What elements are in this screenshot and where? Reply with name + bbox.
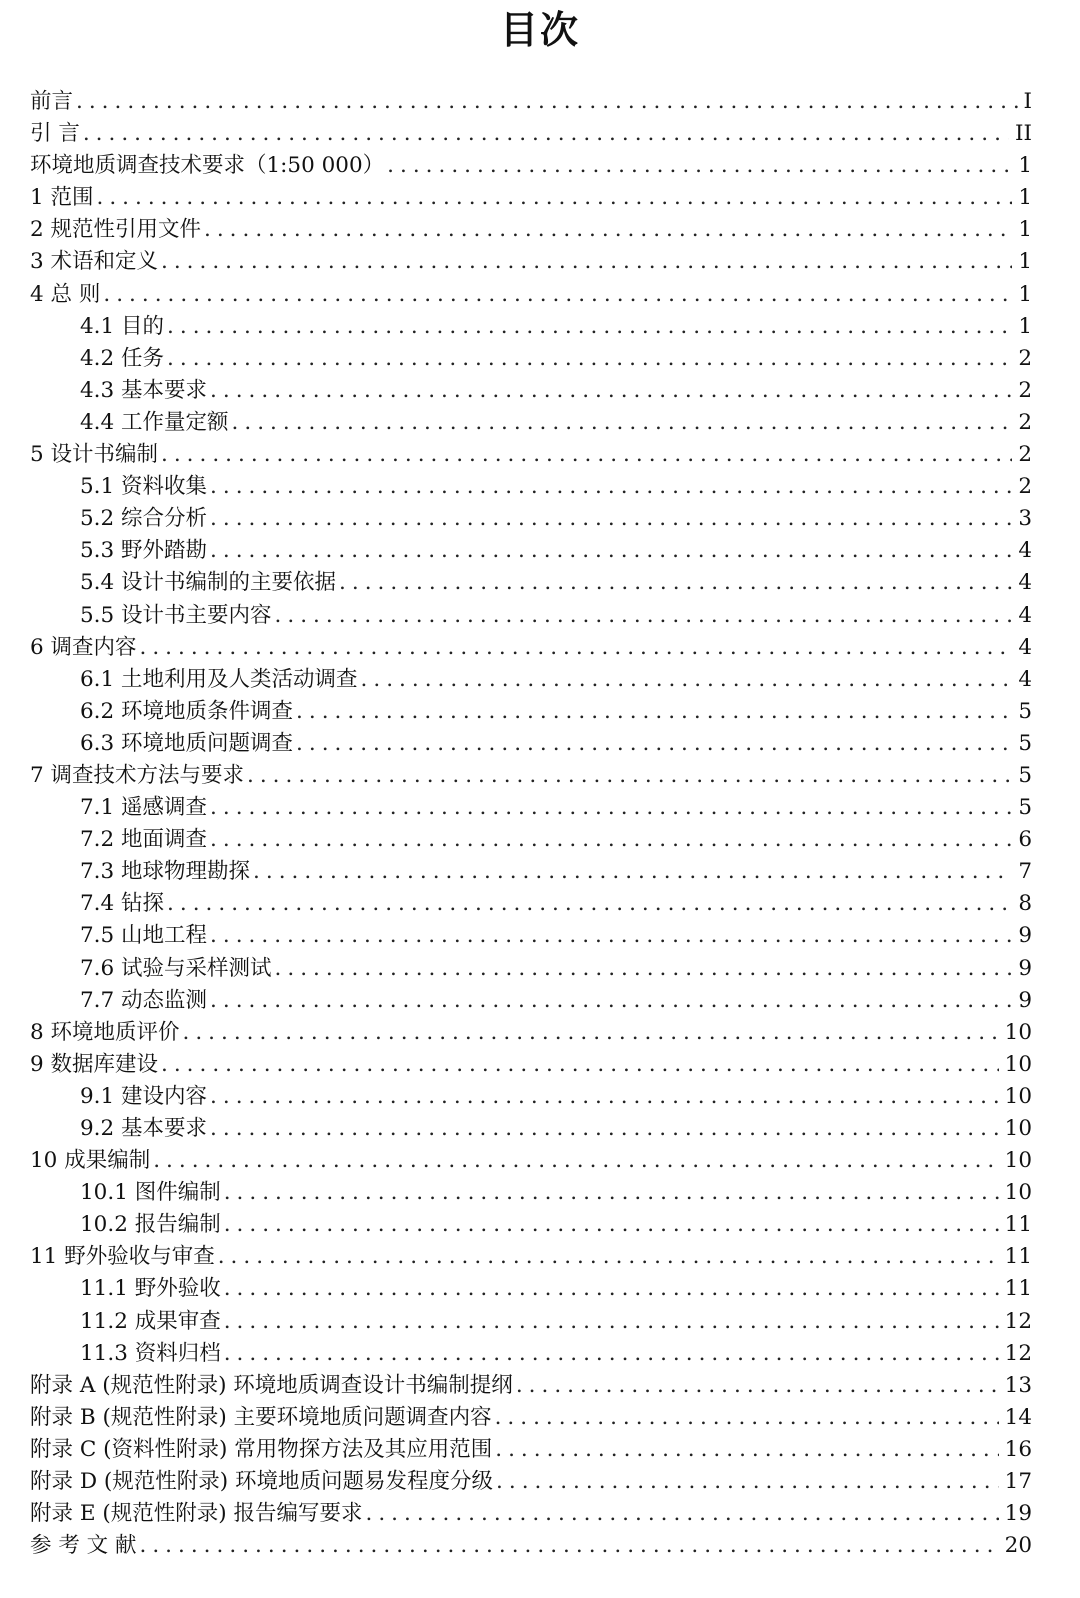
toc-entry[interactable] bbox=[30, 214, 1032, 246]
toc-entry-page-number: 5 bbox=[1018, 730, 1032, 756]
toc-entry-label: 5 设计书编制 bbox=[30, 442, 159, 468]
toc-entry[interactable] bbox=[30, 1338, 1032, 1370]
dot-leader bbox=[339, 567, 1012, 599]
toc-entry-page-number: 3 bbox=[1018, 506, 1032, 532]
toc-entry-page-number: 4 bbox=[1018, 538, 1032, 564]
toc-entry-page-number: 1 bbox=[1018, 249, 1032, 275]
dot-leader bbox=[210, 792, 1012, 824]
toc-entry[interactable] bbox=[30, 535, 1032, 567]
toc-entry[interactable] bbox=[30, 1049, 1032, 1081]
toc-entry-label: 9 数据库建设 bbox=[30, 1051, 159, 1077]
toc-entry-label: 7.4 钻探 bbox=[80, 891, 165, 917]
toc-entry[interactable] bbox=[30, 1370, 1032, 1402]
toc-entry[interactable] bbox=[30, 696, 1032, 728]
toc-entry-label: 附录 C (资料性附录) 常用物探方法及其应用范围 bbox=[30, 1436, 493, 1462]
toc-entry-label: 4.2 任务 bbox=[80, 345, 165, 371]
dot-leader bbox=[167, 311, 1012, 343]
dot-leader bbox=[167, 888, 1012, 920]
toc-entry[interactable] bbox=[30, 664, 1032, 696]
toc-entry-label: 参 考 文 献 bbox=[30, 1533, 137, 1559]
dot-leader bbox=[218, 1241, 999, 1273]
toc-entry-label: 10 成果编制 bbox=[30, 1148, 151, 1174]
dot-leader bbox=[365, 1498, 998, 1530]
toc-entry-label: 9.1 建设内容 bbox=[80, 1083, 208, 1109]
toc-entry[interactable] bbox=[30, 728, 1032, 760]
toc-entry-page-number: 5 bbox=[1018, 795, 1032, 821]
dot-leader bbox=[296, 728, 1012, 760]
toc-entry-label: 附录 A (规范性附录) 环境地质调查设计书编制提纲 bbox=[30, 1372, 513, 1398]
toc-entry[interactable] bbox=[30, 1498, 1032, 1530]
toc-entry[interactable] bbox=[30, 1145, 1032, 1177]
toc-entry[interactable] bbox=[30, 1177, 1032, 1209]
toc-entry-label: 7.5 山地工程 bbox=[80, 923, 208, 949]
toc-entry-label: 4 总 则 bbox=[30, 281, 101, 307]
dot-leader bbox=[210, 920, 1012, 952]
toc-entry-label: 附录 B (规范性附录) 主要环境地质问题调查内容 bbox=[30, 1404, 492, 1430]
toc-entry-page-number: 1 bbox=[1018, 281, 1032, 307]
toc-entry-page-number: 6 bbox=[1018, 827, 1032, 853]
toc-entry-label: 11 野外验收与审查 bbox=[30, 1244, 215, 1270]
toc-entry-page-number: 9 bbox=[1018, 923, 1032, 949]
dot-leader bbox=[153, 1145, 998, 1177]
dot-leader bbox=[83, 118, 1009, 150]
toc-entry-label: 6.2 环境地质条件调查 bbox=[80, 698, 294, 724]
toc-entry-label: 9.2 基本要求 bbox=[80, 1116, 208, 1141]
dot-leader bbox=[275, 953, 1013, 985]
toc-entry-page-number: 9 bbox=[1018, 955, 1032, 981]
toc-entry-label: 4.4 工作量定额 bbox=[80, 409, 229, 435]
toc-entry[interactable] bbox=[30, 279, 1032, 311]
toc-entry[interactable] bbox=[30, 150, 1032, 182]
toc-entry-page-number: 16 bbox=[1004, 1436, 1032, 1462]
toc-entry-label: 附录 D (规范性附录) 环境地质问题易发程度分级 bbox=[30, 1469, 494, 1495]
toc-entry-label: 引 言 bbox=[30, 121, 80, 147]
toc-entry-page-number: 2 bbox=[1018, 409, 1032, 435]
dot-leader bbox=[103, 279, 1012, 311]
toc-entry-page-number: 11 bbox=[1004, 1212, 1032, 1238]
toc-entry-label: 6.1 土地利用及人类活动调查 bbox=[80, 666, 358, 692]
dot-leader bbox=[224, 1306, 999, 1338]
toc-entry[interactable] bbox=[30, 1402, 1032, 1434]
toc-entry-label: 5.1 资料收集 bbox=[80, 474, 208, 500]
toc-entry-page-number: 14 bbox=[1004, 1404, 1032, 1430]
toc-entry-label: 3 术语和定义 bbox=[30, 249, 159, 275]
toc-entry-page-number: 10 bbox=[1004, 1116, 1032, 1141]
toc-entry[interactable] bbox=[30, 503, 1032, 535]
toc-entry-page-number: 1 bbox=[1018, 313, 1032, 339]
dot-leader bbox=[210, 503, 1012, 535]
toc-entry[interactable] bbox=[30, 1530, 1032, 1562]
toc-entry-page-number: 17 bbox=[1004, 1469, 1032, 1495]
dot-leader bbox=[161, 439, 1012, 471]
dot-leader bbox=[204, 214, 1012, 246]
toc-entry-label: 1 范围 bbox=[30, 185, 94, 211]
toc-entry-page-number: 5 bbox=[1018, 698, 1032, 724]
dot-leader bbox=[161, 246, 1012, 278]
toc-entry-page-number: 5 bbox=[1018, 762, 1032, 788]
toc-entry[interactable] bbox=[30, 920, 1032, 952]
dot-leader bbox=[224, 1209, 999, 1241]
toc-entry[interactable] bbox=[30, 600, 1032, 632]
toc-entry[interactable] bbox=[30, 1081, 1032, 1113]
toc-entry[interactable] bbox=[30, 888, 1032, 920]
dot-leader bbox=[210, 1113, 999, 1145]
dot-leader bbox=[224, 1177, 999, 1209]
toc-entry[interactable] bbox=[30, 118, 1032, 150]
toc-entry[interactable] bbox=[30, 567, 1032, 599]
toc-entry[interactable] bbox=[30, 1434, 1032, 1466]
toc-entry[interactable] bbox=[30, 1306, 1032, 1338]
toc-entry-label: 5.2 综合分析 bbox=[80, 506, 208, 532]
toc-entry-page-number: I bbox=[1023, 89, 1032, 114]
toc-entry[interactable] bbox=[30, 439, 1032, 471]
page-title: 目次 bbox=[499, 8, 580, 52]
toc-entry-label: 4.1 目的 bbox=[80, 313, 165, 339]
toc-entry-page-number: 11 bbox=[1004, 1244, 1032, 1270]
toc-entry[interactable] bbox=[30, 407, 1032, 439]
toc-entry-page-number: 12 bbox=[1004, 1308, 1032, 1334]
dot-leader bbox=[161, 1049, 999, 1081]
toc-entry-label: 2 规范性引用文件 bbox=[30, 217, 202, 243]
toc-entry-label: 7 调查技术方法与要求 bbox=[30, 762, 245, 788]
toc-entry[interactable] bbox=[30, 1466, 1032, 1498]
toc-entry-page-number: 1 bbox=[1018, 185, 1032, 211]
dot-leader bbox=[224, 1338, 999, 1370]
toc-entry-label: 7.3 地球物理勘探 bbox=[80, 859, 251, 885]
toc-entry[interactable] bbox=[30, 311, 1032, 343]
toc-entry-page-number: 19 bbox=[1004, 1501, 1032, 1527]
dot-leader bbox=[247, 760, 1012, 792]
dot-leader bbox=[224, 1273, 999, 1305]
toc-entry-page-number: 13 bbox=[1004, 1372, 1032, 1398]
toc-entry[interactable] bbox=[30, 246, 1032, 278]
toc-entry-label: 7.7 动态监测 bbox=[80, 987, 208, 1013]
toc-entry-page-number: 4 bbox=[1018, 570, 1032, 596]
table-of-contents bbox=[30, 86, 1032, 1562]
toc-entry-page-number: 8 bbox=[1018, 891, 1032, 917]
dot-leader bbox=[296, 696, 1012, 728]
dot-leader bbox=[97, 182, 1013, 214]
toc-entry-label: 5.5 设计书主要内容 bbox=[80, 602, 272, 628]
toc-entry-label: 7.2 地面调查 bbox=[80, 827, 208, 853]
dot-leader bbox=[167, 343, 1012, 375]
toc-entry-page-number: 2 bbox=[1018, 442, 1032, 468]
toc-entry-page-number: 2 bbox=[1018, 345, 1032, 371]
toc-entry-label: 4.3 基本要求 bbox=[80, 377, 208, 403]
toc-entry-label: 环境地质调查技术要求（1:50 000） bbox=[30, 153, 385, 179]
toc-entry-label: 6 调查内容 bbox=[30, 634, 137, 660]
toc-entry-label: 10.2 报告编制 bbox=[80, 1212, 221, 1238]
toc-entry-label: 11.1 野外验收 bbox=[80, 1276, 221, 1302]
toc-entry-label: 5.4 设计书编制的主要依据 bbox=[80, 570, 337, 596]
toc-entry[interactable] bbox=[30, 182, 1032, 214]
toc-entry[interactable] bbox=[30, 1241, 1032, 1273]
toc-entry[interactable] bbox=[30, 824, 1032, 856]
toc-entry-label: 前言 bbox=[30, 89, 74, 114]
dot-leader bbox=[140, 1530, 999, 1562]
toc-entry[interactable] bbox=[30, 856, 1032, 888]
dot-leader bbox=[210, 824, 1012, 856]
toc-entry[interactable] bbox=[30, 953, 1032, 985]
toc-entry-page-number: 7 bbox=[1018, 859, 1032, 885]
dot-leader bbox=[183, 1017, 999, 1049]
dot-leader bbox=[495, 1434, 998, 1466]
toc-entry-page-number: 1 bbox=[1018, 153, 1032, 179]
dot-leader bbox=[210, 535, 1012, 567]
toc-entry[interactable] bbox=[30, 375, 1032, 407]
toc-entry[interactable] bbox=[30, 86, 1032, 118]
toc-entry-page-number: 1 bbox=[1018, 217, 1032, 243]
toc-entry-label: 11.3 资料归档 bbox=[80, 1340, 221, 1366]
dot-leader bbox=[361, 664, 1013, 696]
toc-entry-page-number: 4 bbox=[1018, 666, 1032, 692]
toc-entry[interactable] bbox=[30, 343, 1032, 375]
dot-leader bbox=[210, 985, 1012, 1017]
toc-entry-page-number: 10 bbox=[1004, 1083, 1032, 1109]
toc-entry-page-number: 2 bbox=[1018, 474, 1032, 500]
dot-leader bbox=[516, 1370, 999, 1402]
toc-entry[interactable] bbox=[30, 760, 1032, 792]
dot-leader bbox=[232, 407, 1013, 439]
toc-entry-page-number: 9 bbox=[1018, 987, 1032, 1013]
toc-entry-page-number: 11 bbox=[1004, 1276, 1032, 1302]
dot-leader bbox=[210, 1081, 999, 1113]
toc-entry-page-number: 4 bbox=[1018, 634, 1032, 660]
toc-entry[interactable] bbox=[30, 985, 1032, 1017]
toc-entry-label: 附录 E (规范性附录) 报告编写要求 bbox=[30, 1501, 363, 1527]
toc-entry-label: 5.3 野外踏勘 bbox=[80, 538, 208, 564]
toc-entry-page-number: 10 bbox=[1004, 1180, 1032, 1206]
toc-entry-page-number: 10 bbox=[1004, 1019, 1032, 1045]
dot-leader bbox=[496, 1466, 999, 1498]
toc-entry-label: 7.6 试验与采样测试 bbox=[80, 955, 272, 981]
toc-entry[interactable] bbox=[30, 1113, 1032, 1145]
toc-entry-page-number: II bbox=[1015, 121, 1032, 147]
toc-entry-label: 7.1 遥感调查 bbox=[80, 795, 208, 821]
dot-leader bbox=[275, 600, 1013, 632]
toc-entry[interactable] bbox=[30, 632, 1032, 664]
toc-entry-label: 6.3 环境地质问题调查 bbox=[80, 730, 294, 756]
dot-leader bbox=[76, 86, 1017, 118]
toc-entry[interactable] bbox=[30, 1273, 1032, 1305]
toc-entry[interactable] bbox=[30, 1209, 1032, 1241]
toc-entry-page-number: 10 bbox=[1004, 1051, 1032, 1077]
toc-entry-label: 8 环境地质评价 bbox=[30, 1019, 180, 1045]
toc-entry-page-number: 4 bbox=[1018, 602, 1032, 628]
toc-entry[interactable] bbox=[30, 1017, 1032, 1049]
dot-leader bbox=[253, 856, 1012, 888]
toc-entry-label: 11.2 成果审查 bbox=[80, 1308, 221, 1334]
toc-entry[interactable] bbox=[30, 792, 1032, 824]
dot-leader bbox=[140, 632, 1013, 664]
toc-entry-page-number: 2 bbox=[1018, 377, 1032, 403]
dot-leader bbox=[387, 150, 1012, 182]
toc-entry-label: 10.1 图件编制 bbox=[80, 1180, 221, 1206]
toc-entry-page-number: 10 bbox=[1004, 1148, 1032, 1174]
toc-entry[interactable] bbox=[30, 471, 1032, 503]
dot-leader bbox=[210, 375, 1012, 407]
dot-leader bbox=[210, 471, 1012, 503]
dot-leader bbox=[495, 1402, 999, 1434]
toc-entry-page-number: 20 bbox=[1004, 1533, 1032, 1559]
toc-entry-page-number: 12 bbox=[1004, 1340, 1032, 1366]
